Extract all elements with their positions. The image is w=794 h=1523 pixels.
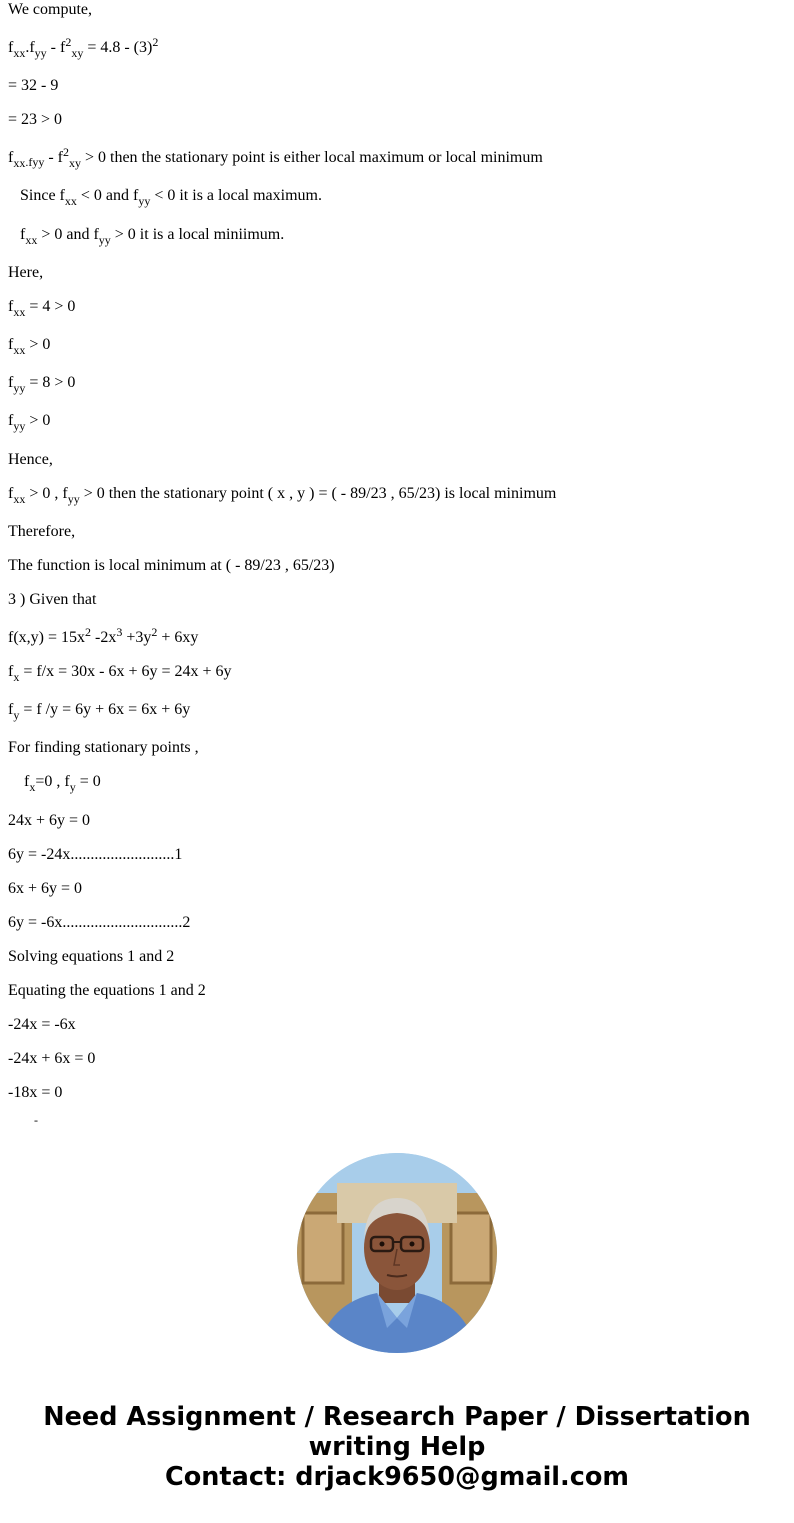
text-fragment: = 4.8 - (3) — [83, 39, 153, 56]
text-line — [24, 772, 101, 792]
text-fragment: yy — [67, 492, 80, 506]
text-fragment: For finding stationary points , — [8, 739, 199, 756]
text-fragment: f — [8, 485, 14, 502]
text-line — [20, 186, 322, 206]
text-fragment: 6x + 6y = 0 — [8, 880, 83, 897]
text-fragment: +3y — [122, 629, 152, 646]
text-line — [8, 947, 174, 967]
text-fragment: f — [8, 701, 14, 718]
text-fragment: > 0 , f — [25, 485, 68, 502]
text-fragment: =0 , f — [35, 773, 70, 790]
text-line — [8, 1083, 62, 1103]
text-fragment: yy — [13, 381, 26, 395]
text-fragment: > 0 then the stationary point is either local maximum or local minimum — [80, 149, 543, 166]
text-fragment: = 0 — [75, 773, 101, 790]
text-fragment: Here, — [8, 264, 44, 281]
text-fragment: = 8 > 0 — [25, 374, 76, 391]
author-portrait-image — [297, 1153, 497, 1353]
text-fragment: < 0 it is a local maximum. — [150, 187, 322, 204]
text-fragment: - f — [46, 39, 66, 56]
text-fragment: -2x — [91, 629, 117, 646]
text-line — [8, 700, 190, 720]
text-line — [8, 110, 62, 130]
text-fragment: x — [29, 780, 36, 794]
text-fragment: xy — [71, 46, 84, 60]
text-line — [8, 845, 182, 865]
promo-line-1: Need Assignment / Research Paper / Dissertation — [43, 1402, 751, 1432]
text-fragment: xx — [13, 156, 26, 170]
text-fragment: 2 — [85, 625, 92, 639]
text-fragment: x — [13, 670, 20, 684]
text-fragment: = 32 - 9 — [8, 77, 59, 94]
text-fragment: f — [8, 39, 14, 56]
text-fragment: y — [69, 780, 76, 794]
text-fragment: f(x,y) = 15x — [8, 629, 86, 646]
text-fragment: 3 ) Given that — [8, 591, 97, 608]
text-fragment: xx — [64, 194, 77, 208]
text-fragment: xx — [13, 46, 26, 60]
text-fragment: xx — [25, 233, 38, 247]
text-line — [8, 335, 50, 355]
text-line — [8, 738, 199, 758]
text-line — [8, 297, 75, 317]
text-line — [8, 662, 232, 682]
text-fragment: yy — [138, 194, 151, 208]
text-fragment: 6y = -24x..........................1 — [8, 846, 183, 863]
text-fragment: Therefore, — [8, 523, 76, 540]
text-fragment: > 0 then the stationary point ( x , y ) = ( - 89/23 , 65/23) is local minimum — [79, 485, 557, 502]
text-line — [8, 145, 543, 170]
text-line — [8, 484, 556, 504]
promo-footer — [0, 1402, 794, 1492]
text-fragment: f — [8, 374, 14, 391]
text-line — [8, 373, 75, 393]
text-fragment: 2 — [151, 625, 158, 639]
text-line — [8, 35, 159, 60]
text-line — [8, 556, 335, 576]
text-fragment: xx — [13, 305, 26, 319]
text-fragment: < 0 and f — [76, 187, 139, 204]
text-line — [8, 522, 75, 542]
text-fragment: - f — [44, 149, 63, 166]
text-fragment: f — [8, 336, 14, 353]
text-fragment: f — [8, 663, 14, 680]
text-line — [8, 450, 53, 470]
text-fragment: Since f — [20, 187, 65, 204]
text-fragment: + 6xy — [157, 629, 199, 646]
text-fragment: 2 — [65, 35, 72, 49]
text-fragment: f — [20, 226, 26, 243]
text-line — [8, 76, 58, 96]
text-line — [8, 0, 92, 20]
text-fragment: yy — [13, 419, 26, 433]
text-fragment: xx — [13, 492, 26, 506]
text-fragment: .f — [25, 39, 35, 56]
text-fragment: = f/x = 30x - 6x + 6y = 24x + 6y — [19, 663, 232, 680]
text-fragment: = 23 > 0 — [8, 111, 63, 128]
text-fragment: .fyy — [25, 155, 45, 169]
author-avatar — [297, 1153, 497, 1353]
contact-email: Contact: drjack9650@gmail.com — [165, 1462, 629, 1492]
text-fragment: > 0 — [25, 412, 51, 429]
text-line — [20, 225, 284, 245]
text-fragment: - — [34, 1113, 38, 1127]
text-fragment: > 0 and f — [37, 226, 99, 243]
text-fragment: 2 — [62, 145, 69, 159]
text-line — [8, 811, 90, 831]
text-fragment: > 0 it is a local miniimum. — [110, 226, 285, 243]
text-fragment: -24x + 6x = 0 — [8, 1050, 96, 1067]
text-line — [8, 981, 206, 1001]
text-fragment: yy — [98, 233, 111, 247]
promo-line-2: writing Help — [308, 1432, 486, 1462]
text-line — [8, 879, 82, 899]
text-fragment: 6y = -6x..............................2 — [8, 914, 191, 931]
text-fragment: f — [8, 149, 14, 166]
text-fragment: The function is local minimum at ( - 89/23 , 65/23) — [8, 557, 335, 574]
text-fragment: Hence, — [8, 451, 53, 468]
text-fragment: = f /y = 6y + 6x = 6x + 6y — [19, 701, 191, 718]
text-line — [8, 1015, 76, 1035]
text-fragment: 24x + 6y = 0 — [8, 812, 91, 829]
text-fragment: We compute, — [8, 1, 93, 18]
text-line — [8, 411, 50, 431]
text-line — [8, 913, 190, 933]
text-fragment: Solving equations 1 and 2 — [8, 948, 175, 965]
text-fragment: = 4 > 0 — [25, 298, 76, 315]
text-line — [8, 590, 96, 610]
text-fragment: -18x = 0 — [8, 1084, 63, 1101]
text-fragment: -24x = -6x — [8, 1016, 76, 1033]
text-fragment: xy — [68, 156, 81, 170]
text-fragment: yy — [34, 46, 47, 60]
text-fragment: 3 — [116, 625, 123, 639]
text-fragment: xx — [13, 343, 26, 357]
text-fragment: y — [13, 708, 20, 722]
text-fragment: Equating the equations 1 and 2 — [8, 982, 206, 999]
text-fragment: f — [8, 298, 14, 315]
text-line — [34, 1110, 38, 1130]
text-fragment: 2 — [152, 35, 159, 49]
text-line — [8, 625, 199, 648]
text-line — [8, 1049, 95, 1069]
text-fragment: f — [24, 773, 30, 790]
text-fragment: > 0 — [25, 336, 51, 353]
text-line — [8, 263, 43, 283]
text-fragment: f — [8, 412, 14, 429]
